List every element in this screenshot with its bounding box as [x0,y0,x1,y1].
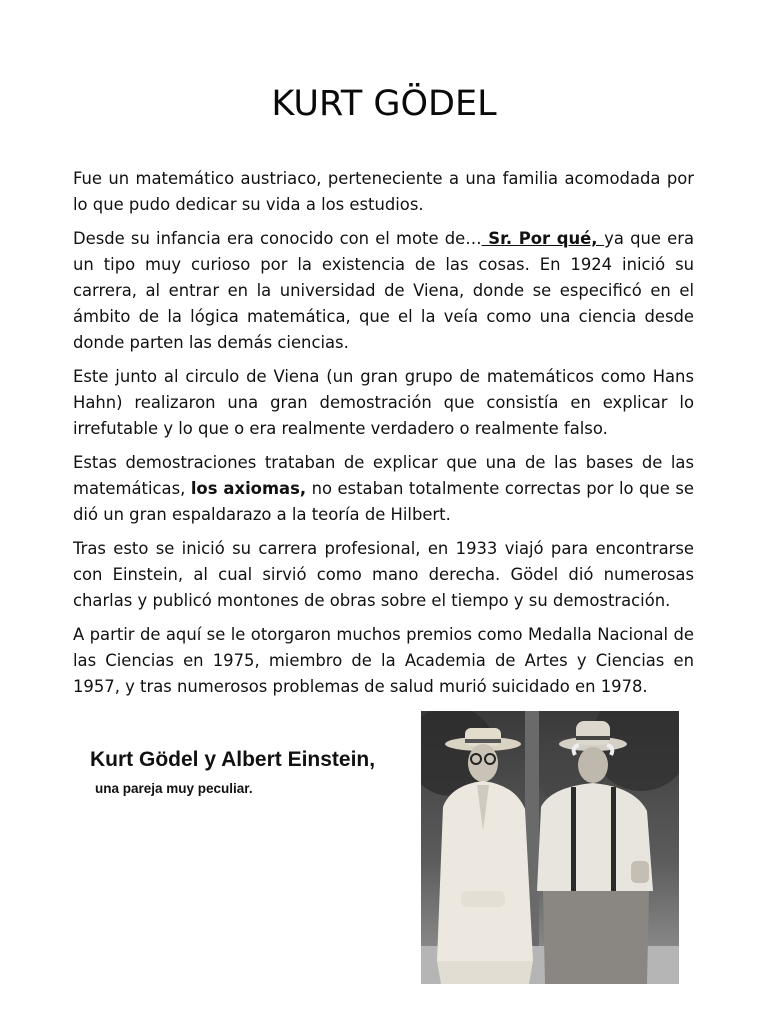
photo-caption-subtitle: una pareja muy peculiar. [95,781,253,796]
paragraph-1: Fue un matemático austriaco, perteneciente a una familia acomodada por lo que pudo dedicar su vida a los estudios. [73,169,694,214]
paragraph-5: Tras esto se inició su carrera profesional, en 1933 viajó para encontrarse con Einstein, al cual sirvió como mano derecha. Gödel dió numerosas charlas y publicó montones de obras sobre el tiempo y su demostración. [73,539,694,610]
paragraph-4-rest: no estaban totalmente correctas por lo que se dió un gran espaldarazo a la teoría de Hilbert. [73,479,694,524]
paragraph-2-intro: Desde su infancia era conocido con el mote de… [73,229,482,248]
paragraph-6: A partir de aquí se le otorgaron muchos premios como Medalla Nacional de las Ciencias en 1975, miembro de la Academia de Artes y Ciencias en 1957, y tras numerosos problemas de salud murió suicidado en 1978. [73,625,694,696]
paragraph-3: Este junto al circulo de Viena (un gran grupo de matemáticos como Hans Hahn) realizaron una gran demostración que consistía en explicar lo irrefutable y lo que o era realmente verdadero o realmente falso. [73,367,694,438]
paragraph-4-intro: Estas demostraciones trataban de explicar que una de las bases de las matemáticas, [73,453,694,498]
paragraph-4 [73,450,694,528]
nickname-text: Sr. Por qué, [481,229,605,248]
photo-illustration [421,711,679,984]
axioms-term: los axiomas, [190,479,307,498]
photo-caption-title: Kurt Gödel y Albert Einstein, [90,748,376,771]
page-title: KURT GÖDEL [271,84,497,124]
paragraph-2-rest: ya que era un tipo muy curioso por la existencia de las cosas. En 1924 inició su carrera, al entrar en la universidad de Viena, donde se especificó en el ámbito de la lógica matemática, que el la veía como una ciencia desde donde parten las demás ciencias. [73,229,694,352]
paragraph-2 [73,226,694,356]
godel-einstein-photo [421,711,679,984]
article-body [73,166,694,708]
